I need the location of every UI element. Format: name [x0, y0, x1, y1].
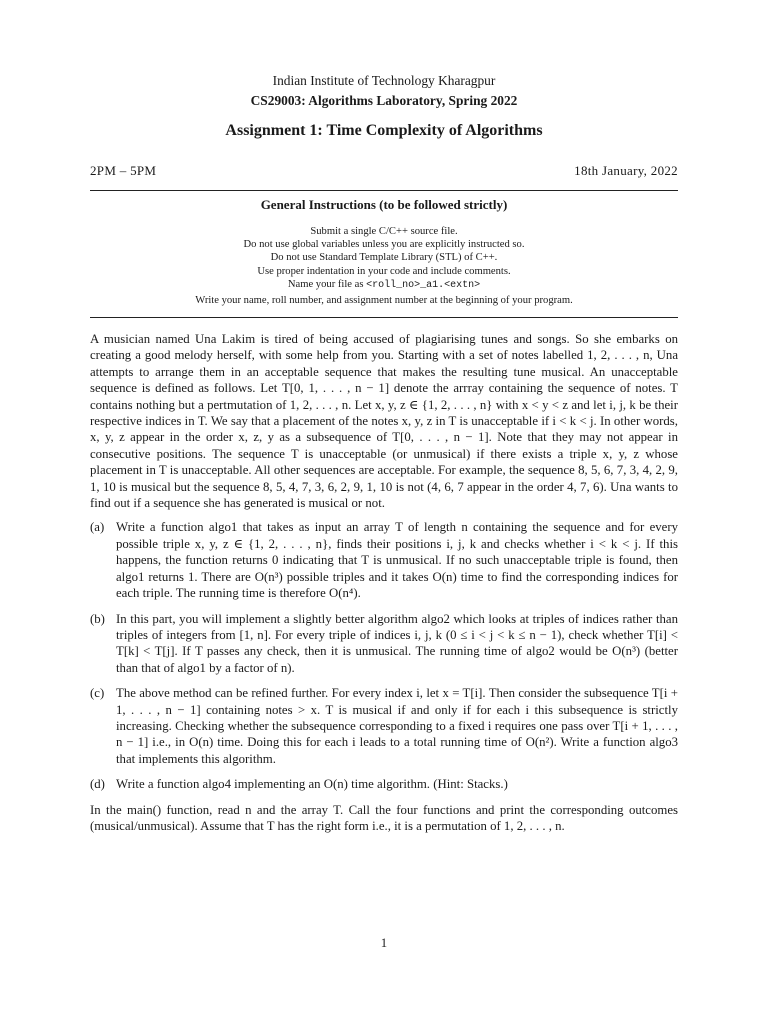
part-label: (c)	[90, 686, 105, 701]
problem-intro: A musician named Una Lakim is tired of being accused of plagiarising tunes and songs. So she embarks on creating a good melody herself, with some help from you. Starting with a set of notes labelled 1, 2, . . . , n, Una attempts to arrange them in an acceptable sequence that makes the resulting tune musical. An unacceptable sequence is defined as follows. Let T[0, 1, . . . , n − 1] denote the arrray containing the sequence of notes. T contains nothing but a pertmutation of 1, 2, . . . , n. Let x, y, z ∈ {1, 2, . . . , n} with x < y < z and let i, j, k be their respective indices in T. We say that a placement of the notes x, y, z in T is unacceptable if i < k < j. In other words, x, y, z appear in the order x, z, y as a subsequence of T[0, . . . , n − 1]. Note that they may not appear in consecutive positions. The sequence T is unacceptable (or unmusical) if there exists a triple x, y, z whose placement in T is unacceptable. All other sequences are acceptable. For example, the sequence 8, 5, 6, 7, 3, 4, 2, 9, 1, 10 is musical but the sequence 8, 5, 4, 7, 3, 6, 2, 9, 1, 10 is not (4, 6, 7 appear in the order 4, 7, 6). Una wants to find out if a sequence she has generated is musical or not.	[90, 332, 678, 511]
problem-body	[90, 331, 678, 834]
session-time: 2PM – 5PM	[90, 163, 157, 178]
part-label: (d)	[90, 777, 105, 792]
instruction-item-filename	[0, 278, 768, 292]
assignment-title: Assignment 1: Time Complexity of Algorithms	[225, 122, 543, 139]
part-text: Write a function algo4 implementing an O(n) time algorithm. (Hint: Stacks.)	[116, 777, 508, 792]
instruction-item-last: Write your name, roll number, and assignment number at the beginning of your program.	[195, 295, 573, 307]
part-text: Write a function algo1 that takes as input an array T of length n containing the sequence and for every possible triple x, y, z ∈ {1, 2, . . . , n}, finds their positions i, j, k and checks whether i < k < j. If this happens, the function returns 0 indicating that T is unmusical. If no such unacceptable triple is found, then algo1 returns 1. There are O(n³) possible triples and it takes O(n) time to find the corresponding indices for each triple. The running time is therefore O(n⁴).	[116, 520, 678, 601]
instruction-item: Do not use Standard Template Library (STL) of C++.	[270, 252, 498, 264]
instruction-item: Use proper indentation in your code and include comments.	[257, 265, 511, 277]
part-a	[90, 519, 678, 601]
institute-name: Indian Institute of Technology Kharagpur	[272, 73, 496, 88]
top-divider	[90, 190, 678, 191]
part-text: The above method can be refined further. For every index i, let x = T[i]. Then consider the subsequence T[i + 1, . . . , n − 1] containing notes > x. T is musical if and only if for each i this subsequence is strictly increasing. Checking whether the subsequence corresponding to a fixed i requires one pass over T[i + 1, . . . , n − 1] i.e., in O(n) time. Doing this for each i leads to a total running time of O(n²). Write a function algo3 that implements this algorithm.	[116, 686, 678, 766]
session-date: 18th January, 2022	[574, 163, 678, 178]
filename-prefix: Name your file as	[287, 278, 367, 290]
instructions-heading: General Instructions (to be followed strictly)	[260, 197, 508, 212]
page-number: 1	[380, 936, 388, 950]
part-c	[90, 685, 678, 767]
instruction-item: Submit a single C/C++ source file.	[310, 226, 458, 237]
instructions-list	[0, 225, 768, 307]
closing-paragraph: In the main() function, read n and the array T. Call the four functions and print the corresponding outcomes (musical/unmusical). Assume that T has the right form i.e., it is a permutation of 1, 2, . . . , n.	[90, 802, 678, 833]
part-label: (b)	[90, 611, 105, 626]
part-text: In this part, you will implement a slightly better algorithm algo2 which looks at triples of indices rather than triples of integers from [1, n]. For every triple of indices i, j, k (0 ≤ i < j < k ≤ n − 1), check whether T[i] < T[k] < T[j]. If T passes any check, then it is unmusical. The running time of algo2 would be O(n³) (better than that of algo1 by a factor of n).	[116, 611, 678, 675]
bottom-divider	[90, 317, 678, 318]
part-b	[90, 611, 678, 677]
course-title: CS29003: Algorithms Laboratory, Spring 2022	[250, 93, 518, 108]
part-d	[90, 776, 678, 792]
instruction-item: Do not use global variables unless you are explicitly instructed so.	[243, 239, 525, 251]
part-label: (a)	[90, 520, 105, 535]
filename-pattern: <roll_no>_a1.<extn>	[366, 279, 481, 291]
